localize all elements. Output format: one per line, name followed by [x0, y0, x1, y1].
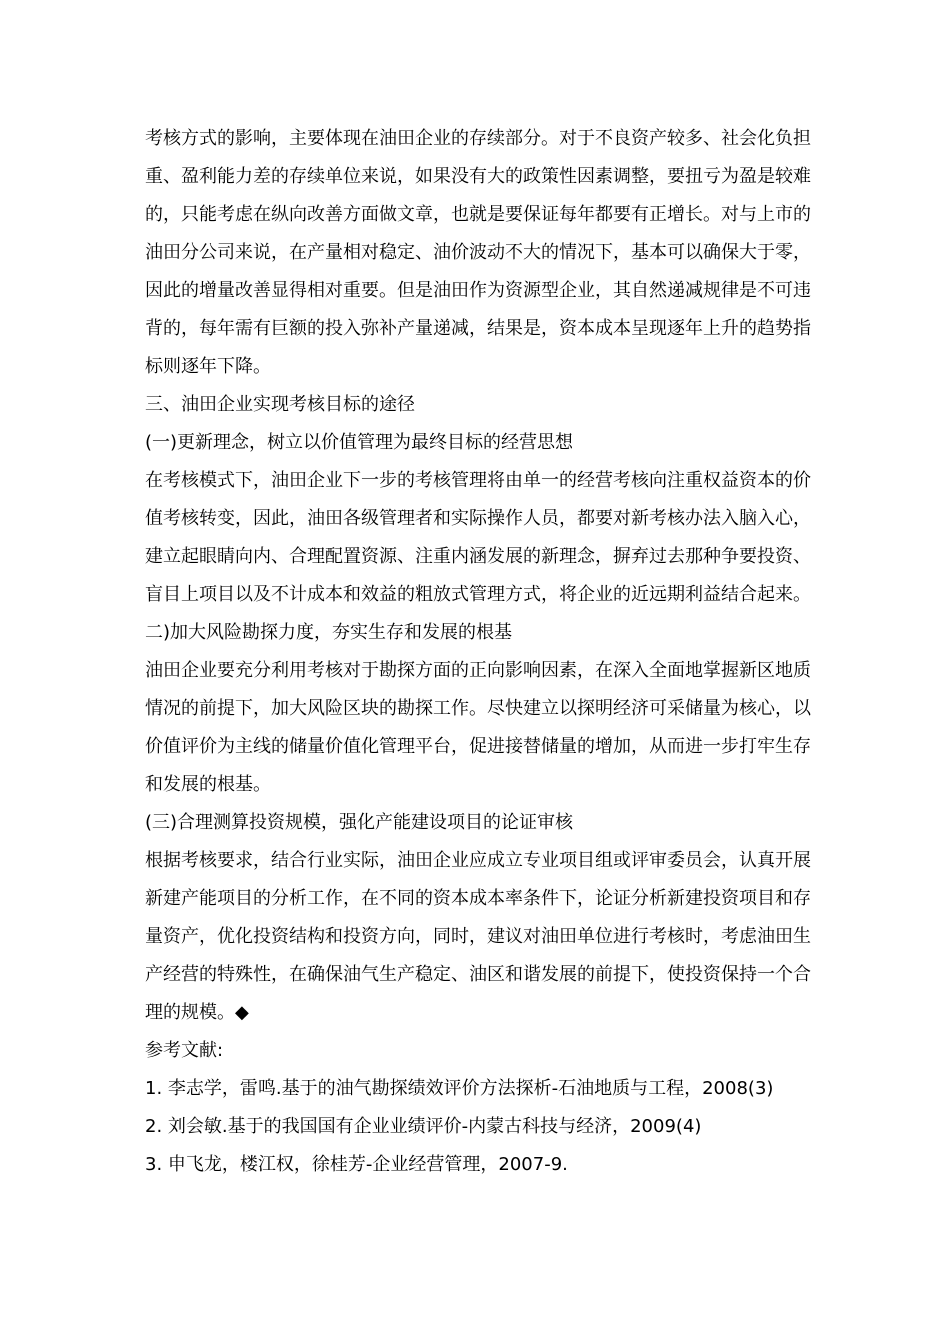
subsection-2-body: 油田企业要充分利用考核对于勘探方面的正向影响因素，在深入全面地掌握新区地质情况的前提下，加大风险区块的勘探工作。尽快建立以探明经济可采储量为核心，以价值评价为主线的储量价值化管理平台，促进接替储量的增加，从而进一步打牢生存和发展的根基。 [145, 660, 811, 795]
document-page [145, 120, 811, 1184]
subsection-1-body: 在考核模式下，油田企业下一步的考核管理将由单一的经营考核向注重权益资本的价值考核转变，因此，油田各级管理者和实际操作人员，都要对新考核办法入脑入心，建立起眼睛向内、合理配置资源、注重内涵发展的新理念，摒弃过去那种争要投资、盲目上项目以及不计成本和效益的粗放式管理方式，将企业的近远期利益结合起来。 [145, 470, 811, 605]
subsection-3-heading: (三)合理测算投资规模，强化产能建设项目的论证审核 [145, 812, 574, 833]
references-heading: 参考文献: [145, 1040, 224, 1061]
reference-item: 1. 李志学，雷鸣.基于的油气勘探绩效评价方法探析-石油地质与工程，2008(3) [145, 1078, 774, 1099]
subsection-3-body: 根据考核要求，结合行业实际，油田企业应成立专业项目组或评审委员会，认真开展新建产能项目的分析工作，在不同的资本成本率条件下，论证分析新建投资项目和存量资产，优化投资结构和投资方向，同时，建议对油田单位进行考核时，考虑油田生产经营的特殊性，在确保油气生产稳定、油区和谐发展的前提下，使投资保持一个合理的规模。◆ [145, 850, 811, 1023]
subsection-2-heading: 二)加大风险勘探力度，夯实生存和发展的根基 [145, 622, 513, 643]
intro-paragraph: 考核方式的影响，主要体现在油田企业的存续部分。对于不良资产较多、社会化负担重、盈利能力差的存续单位来说，如果没有大的政策性因素调整，要扭亏为盈是较难的，只能考虑在纵向改善方面做文章，也就是要保证每年都要有正增长。对与上市的油田分公司来说，在产量相对稳定、油价波动不大的情况下，基本可以确保大于零，因此的增量改善显得相对重要。但是油田作为资源型企业，其自然递减规律是不可违背的，每年需有巨额的投入弥补产量递减，结果是，资本成本呈现逐年上升的趋势指标则逐年下降。 [145, 128, 811, 377]
reference-item: 3. 申飞龙，楼江权，徐桂芳-企业经营管理，2007-9. [145, 1154, 568, 1175]
reference-item: 2. 刘会敏.基于的我国国有企业业绩评价-内蒙古科技与经济，2009(4) [145, 1116, 702, 1137]
references-list [145, 1070, 811, 1184]
subsection-1-heading: (一)更新理念，树立以价值管理为最终目标的经营思想 [145, 432, 574, 453]
section-three-heading: 三、油田企业实现考核目标的途径 [145, 394, 415, 415]
